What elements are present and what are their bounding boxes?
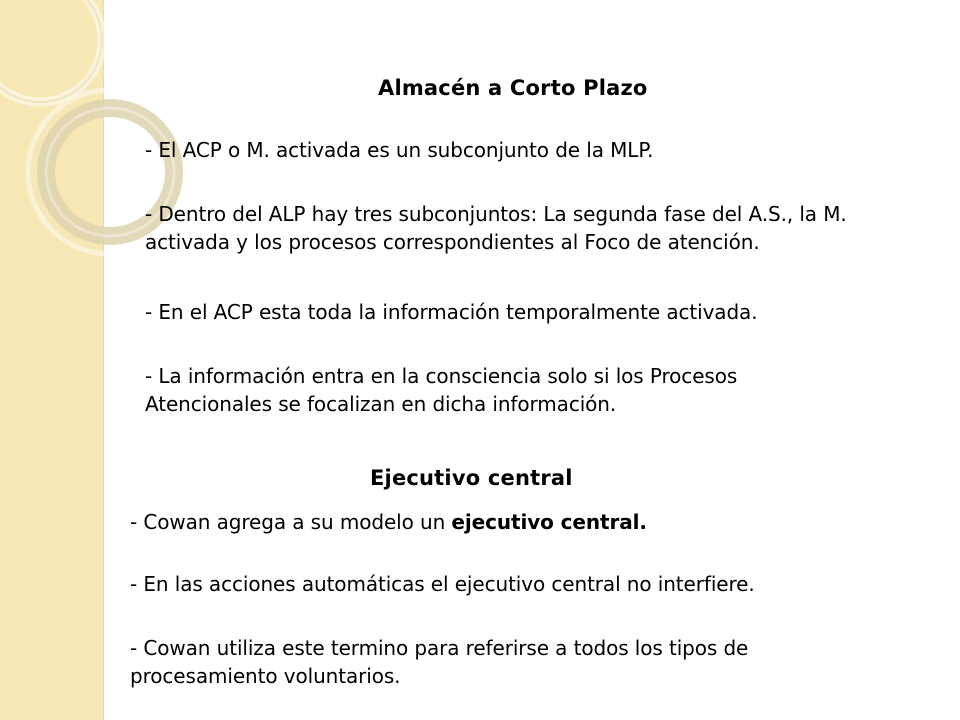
bullet-procesamiento-voluntario: - Cowan utiliza este termino para referirse a todos los tipos de procesamiento voluntarios. — [130, 636, 749, 688]
bullet-cowan-model-text: - Cowan agrega a su modelo un — [130, 510, 452, 534]
bullet-cowan-model-bold: ejecutivo central. — [451, 510, 647, 534]
section-title-ejecutivo: Ejecutivo central — [370, 466, 573, 490]
bullet-acciones-automaticas: - En las acciones automáticas el ejecutivo central no interfiere. — [130, 572, 755, 596]
section-title-almacen: Almacén a Corto Plazo — [378, 76, 648, 100]
bullet-acp-subset: - El ACP o M. activada es un subconjunto de la MLP. — [145, 138, 654, 162]
bullet-acp-info: - En el ACP esta toda la información temporalmente activada. — [145, 300, 758, 324]
bullet-alp-subsets: - Dentro del ALP hay tres subconjuntos: La segunda fase del A.S., la M. activada y los procesos correspondientes al Foco de atención. — [145, 202, 847, 254]
bullet-cowan-model — [130, 508, 910, 536]
bullet-consciencia: - La información entra en la consciencia solo si los Procesos Atencionales se focalizan en dicha información. — [145, 364, 738, 416]
